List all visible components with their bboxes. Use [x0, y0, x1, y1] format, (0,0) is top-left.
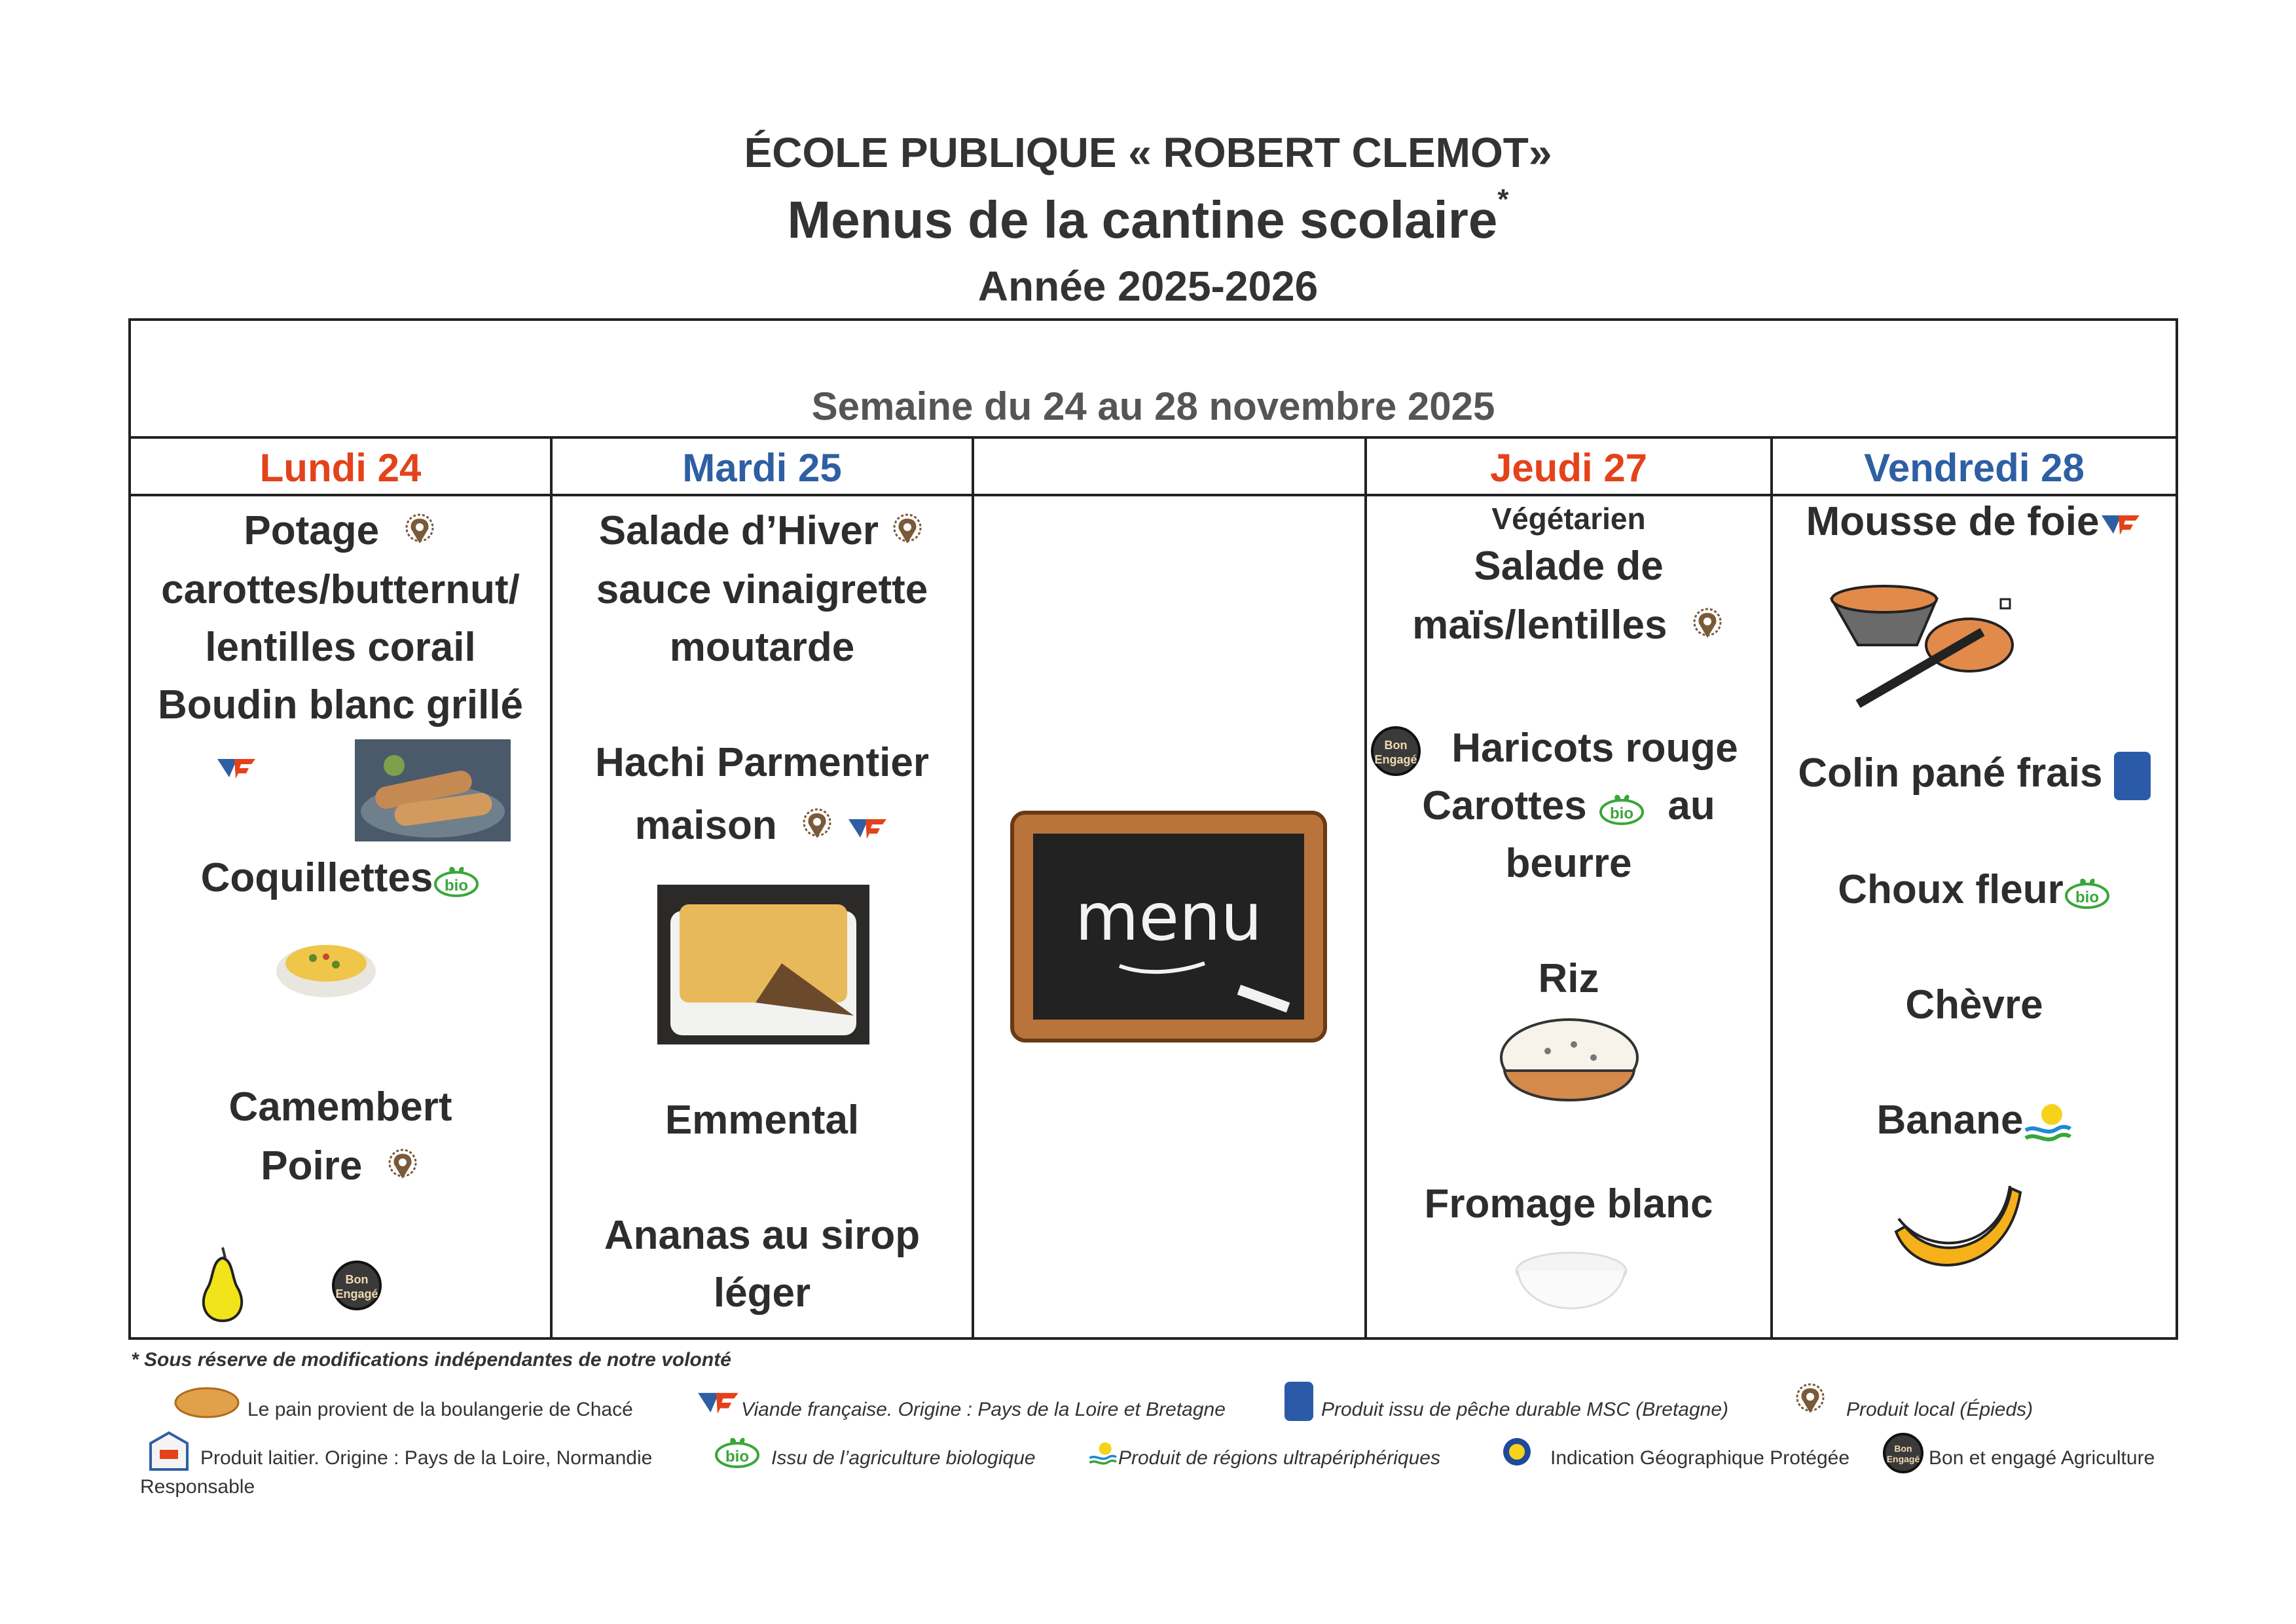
- chalkboard-text: menu: [1075, 879, 1262, 955]
- menu-line: [1367, 783, 1770, 829]
- menu-line: [131, 1143, 550, 1189]
- menu-line: Fromage blanc: [1424, 1181, 1713, 1227]
- menu-line: beurre: [1505, 841, 1632, 886]
- bread-icon: [173, 1383, 241, 1422]
- mousse-foie-image: [1819, 573, 2015, 724]
- day-cell-wednesday: [974, 494, 1364, 1333]
- day-cell-monday: [131, 494, 550, 1333]
- vegetarian-tag: Végétarien: [1491, 502, 1646, 536]
- day-cell-thursday: [1367, 494, 1770, 1333]
- organic-bio-icon: [433, 864, 480, 897]
- parmentier-photo: [657, 885, 869, 1044]
- local-product-icon: [385, 1149, 420, 1189]
- menu-line: lentilles corail: [205, 625, 476, 670]
- menu-line: [1773, 1097, 2176, 1146]
- menu-table: [128, 318, 2178, 1340]
- menu-line: [553, 507, 972, 554]
- legend-bon-engage-cont: Responsable: [140, 1476, 255, 1498]
- french-meat-icon: [2099, 513, 2142, 536]
- dish-label: Salade d’Hiver: [598, 508, 879, 553]
- banana-image: [1889, 1179, 2028, 1288]
- day-cell-friday: [1773, 494, 2176, 1333]
- sausage-photo: [355, 739, 511, 841]
- legend-rup: Produit de régions ultrapériphériques: [1118, 1447, 1440, 1469]
- page-title-text: Menus de la cantine scolaire: [787, 191, 1498, 249]
- menu-line: [1773, 498, 2176, 545]
- dish-label: Potage: [244, 508, 380, 553]
- menu-line: carottes/butternut/: [161, 567, 520, 612]
- menu-line: Ananas au sirop: [604, 1213, 920, 1258]
- menu-line: léger: [713, 1270, 811, 1316]
- rice-bowl-image: [1495, 1012, 1643, 1123]
- legend-bread: Le pain provient de la boulangerie de Chacé: [247, 1399, 633, 1420]
- menu-line: Emmental: [665, 1098, 860, 1143]
- bon-engage-icon: Bon Engagé: [1883, 1433, 1923, 1473]
- msc-fish-icon: [2114, 752, 2151, 800]
- menu-line: [553, 802, 972, 849]
- dish-label: Mousse de foie: [1806, 499, 2100, 544]
- local-product-icon: [890, 513, 925, 554]
- divider: [131, 436, 2176, 439]
- day-cell-tuesday: [553, 494, 972, 1333]
- menu-line: sauce vinaigrette: [596, 567, 928, 612]
- msc-fish-icon: [1285, 1382, 1313, 1421]
- menu-line: moutarde: [669, 625, 855, 670]
- legend-msc: Produit issu de pêche durable MSC (Bretagne): [1321, 1399, 1729, 1420]
- bio-text: bio: [1609, 804, 1633, 822]
- outermost-regions-icon: [2023, 1100, 2071, 1146]
- local-product-icon: [799, 808, 835, 849]
- organic-bio-icon: [714, 1435, 761, 1468]
- menu-line: Riz: [1538, 956, 1599, 1001]
- igp-icon: [1502, 1437, 1532, 1467]
- footnote: * Sous réserve de modifications indépendantes de notre volonté: [131, 1349, 731, 1371]
- day-header-monday: Lundi 24: [259, 446, 422, 490]
- legend-igp: Indication Géographique Protégée: [1550, 1447, 1850, 1469]
- dish-label: Carottes: [1422, 783, 1587, 828]
- day-header-thursday: Jeudi 27: [1489, 446, 1648, 490]
- dish-label: Colin pané frais: [1798, 750, 2103, 796]
- legend-dairy: Produit laitier. Origine : Pays de la Loire, Normandie: [200, 1447, 653, 1469]
- legend-local: Produit local (Épieds): [1846, 1399, 2033, 1420]
- dish-label: Coquillettes: [200, 855, 433, 900]
- menu-line: Salade de: [1474, 544, 1664, 589]
- menu-line: Hachi Parmentier: [595, 740, 929, 785]
- bio-text: bio: [445, 876, 469, 895]
- local-product-icon: [1793, 1383, 1828, 1424]
- french-meat-icon: [846, 817, 889, 840]
- pasta-photo: [274, 932, 378, 1001]
- local-product-icon: [1690, 608, 1725, 648]
- dish-label: maïs/lentilles: [1412, 602, 1667, 648]
- organic-bio-icon: [2064, 876, 2111, 909]
- outermost-regions-icon: [1088, 1439, 1117, 1468]
- legend-bon-engage: Bon et engagé Agriculture: [1929, 1447, 2155, 1469]
- pear-icon: [192, 1241, 253, 1323]
- menu-line: Haricots rouge: [1451, 726, 1738, 771]
- footer: [131, 1349, 2180, 1498]
- menu-chalkboard-image: [1008, 809, 1329, 1044]
- dish-label: Poire: [261, 1143, 363, 1189]
- dairy-icon: [144, 1430, 194, 1472]
- french-meat-icon: [215, 756, 258, 780]
- dish-label: Choux fleur: [1838, 867, 2064, 912]
- bio-text: bio: [725, 1448, 749, 1466]
- menu-line: Chèvre: [1905, 982, 2043, 1027]
- day-header-friday: Vendredi 28: [1864, 446, 2085, 490]
- bon-engage-icon: Bon Engagé: [332, 1261, 382, 1310]
- dish-label: Banane: [1876, 1098, 2024, 1143]
- legend-organic: Issu de l’agriculture biologique: [771, 1447, 1036, 1469]
- school-year: Année 2025-2026: [977, 263, 1319, 310]
- bon-engage-icon: Bon Engagé: [1371, 726, 1421, 776]
- bio-text: bio: [2075, 888, 2099, 906]
- menu-line: [1773, 866, 2176, 913]
- title-footnote-mark: *: [1497, 183, 1509, 215]
- legend-french-meat: Viande française. Origine : Pays de la Loire et Bretagne: [741, 1399, 1226, 1420]
- fromage-blanc-image: [1512, 1245, 1630, 1323]
- day-header-wednesday: [974, 445, 1364, 492]
- menu-line: [1367, 602, 1770, 648]
- school-name: ÉCOLE PUBLIQUE « ROBERT CLEMOT»: [744, 129, 1552, 176]
- organic-bio-icon: [1598, 792, 1645, 825]
- dish-label: maison: [634, 803, 777, 848]
- dish-label: au: [1667, 783, 1715, 828]
- day-header-tuesday: Mardi 25: [682, 446, 842, 490]
- local-product-icon: [402, 513, 437, 554]
- french-meat-icon: [695, 1388, 741, 1417]
- page-title: [0, 183, 2296, 250]
- menu-line: [131, 507, 550, 554]
- menu-line: Camembert: [228, 1084, 452, 1130]
- menu-line: Boudin blanc grillé: [157, 682, 524, 728]
- menu-line: [131, 855, 550, 901]
- menu-line: [1773, 750, 2176, 800]
- week-title: Semaine du 24 au 28 novembre 2025: [811, 384, 1495, 428]
